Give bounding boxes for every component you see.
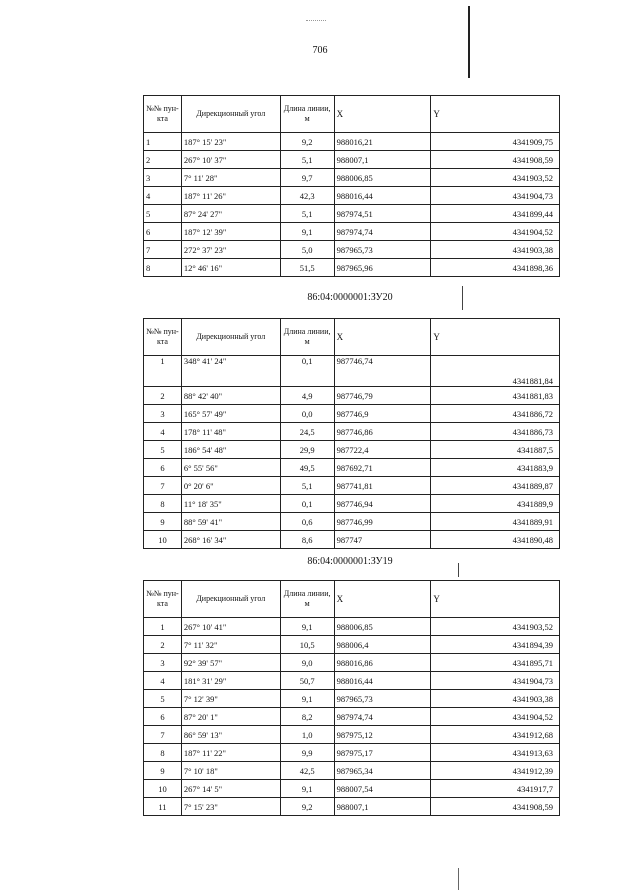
point-number: 5 [144, 690, 182, 708]
point-number: 6 [144, 459, 182, 477]
coord-x: 987746,86 [334, 423, 431, 441]
table-row [144, 654, 560, 672]
coord-y: 4341881,83 [431, 387, 560, 405]
line-length: 8,6 [280, 531, 334, 549]
coord-y: 4341904,73 [431, 672, 560, 690]
point-number: 4 [144, 423, 182, 441]
bearing: 187° 11' 26" [181, 187, 280, 205]
coordinates-table-2 [143, 318, 560, 549]
bearing: 267° 10' 37" [181, 151, 280, 169]
cadastral-number: 86:04:0000001:ЗУ19 [307, 556, 393, 567]
line-length: 9,1 [280, 690, 334, 708]
col-x: X [334, 96, 431, 133]
coord-y: 4341912,39 [431, 762, 560, 780]
table-row [144, 531, 560, 549]
coord-x: 987722,4 [334, 441, 431, 459]
coord-y: 4341895,71 [431, 654, 560, 672]
coord-y: 4341898,36 [431, 259, 560, 277]
point-number: 1 [144, 356, 182, 387]
line-length: 5,1 [280, 205, 334, 223]
table-row [144, 187, 560, 205]
table-row [144, 423, 560, 441]
coord-y: 4341903,52 [431, 618, 560, 636]
table-row [144, 618, 560, 636]
bearing: 267° 14' 5" [181, 780, 280, 798]
point-number: 10 [144, 780, 182, 798]
bearing: 0° 20' 6" [181, 477, 280, 495]
bearing: 7° 15' 23" [181, 798, 280, 816]
coord-x: 987746,9 [334, 405, 431, 423]
point-number: 9 [144, 762, 182, 780]
line-length: 0,6 [280, 513, 334, 531]
line-length: 9,2 [280, 133, 334, 151]
coord-x: 988006,85 [334, 169, 431, 187]
bearing: 267° 10' 41" [181, 618, 280, 636]
coord-y: 4341883,9 [431, 459, 560, 477]
point-number: 5 [144, 205, 182, 223]
coord-x: 987746,94 [334, 495, 431, 513]
point-number: 4 [144, 672, 182, 690]
bearing: 187° 12' 39" [181, 223, 280, 241]
line-length: 5,1 [280, 477, 334, 495]
col-y: Y [431, 581, 560, 618]
col-x: X [334, 319, 431, 356]
coord-x: 987975,12 [334, 726, 431, 744]
table-row [144, 708, 560, 726]
col-y: Y [431, 319, 560, 356]
col-length: Длина линии, м [280, 96, 334, 133]
table-row [144, 223, 560, 241]
coord-y: 4341903,38 [431, 690, 560, 708]
point-number: 5 [144, 441, 182, 459]
table-row [144, 133, 560, 151]
bearing: 7° 11' 28" [181, 169, 280, 187]
coord-x: 987746,79 [334, 387, 431, 405]
coord-y: 4341890,48 [431, 531, 560, 549]
table-row [144, 477, 560, 495]
col-length: Длина линии, м [280, 319, 334, 356]
table-row [144, 387, 560, 405]
coord-x: 987746,99 [334, 513, 431, 531]
margin-line [468, 6, 470, 78]
bearing: 88° 59' 41" [181, 513, 280, 531]
line-length: 0,1 [280, 495, 334, 513]
point-number: 3 [144, 405, 182, 423]
point-number: 11 [144, 798, 182, 816]
bearing: 88° 42' 40" [181, 387, 280, 405]
col-x: X [334, 581, 431, 618]
coord-x: 988007,54 [334, 780, 431, 798]
line-length: 50,7 [280, 672, 334, 690]
table-row [144, 672, 560, 690]
margin-line [458, 868, 459, 890]
coord-y: 4341913,63 [431, 744, 560, 762]
point-number: 7 [144, 241, 182, 259]
line-length: 8,2 [280, 708, 334, 726]
line-length: 0,1 [280, 356, 334, 387]
coord-y: 4341904,52 [431, 223, 560, 241]
bearing: 12° 46' 16" [181, 259, 280, 277]
point-number: 3 [144, 169, 182, 187]
scan-artifact [306, 20, 326, 29]
line-length: 9,0 [280, 654, 334, 672]
point-number: 10 [144, 531, 182, 549]
col-bearing: Дирекционный угол [181, 319, 280, 356]
point-number: 6 [144, 708, 182, 726]
table-row [144, 495, 560, 513]
coord-x: 987974,51 [334, 205, 431, 223]
table-row [144, 690, 560, 708]
col-y: Y [431, 96, 560, 133]
bearing: 181° 31' 29" [181, 672, 280, 690]
coord-y: 4341903,52 [431, 169, 560, 187]
point-number: 7 [144, 477, 182, 495]
col-bearing: Дирекционный угол [181, 96, 280, 133]
coord-x: 988007,1 [334, 151, 431, 169]
coordinates-table-3 [143, 580, 560, 816]
table-row [144, 726, 560, 744]
coord-y: 4341899,44 [431, 205, 560, 223]
bearing: 87° 20' 1" [181, 708, 280, 726]
bearing: 178° 11' 48" [181, 423, 280, 441]
coord-y: 4341912,68 [431, 726, 560, 744]
line-length: 9,1 [280, 780, 334, 798]
line-length: 4,9 [280, 387, 334, 405]
coord-x: 987975,17 [334, 744, 431, 762]
coord-y: 4341886,73 [431, 423, 560, 441]
coord-y: 4341908,59 [431, 798, 560, 816]
bearing: 7° 10' 18" [181, 762, 280, 780]
coord-x: 987965,96 [334, 259, 431, 277]
bearing: 165° 57' 49" [181, 405, 280, 423]
line-length: 24,5 [280, 423, 334, 441]
point-number: 1 [144, 618, 182, 636]
point-number: 8 [144, 744, 182, 762]
coord-x: 988016,21 [334, 133, 431, 151]
bearing: 187° 11' 22" [181, 744, 280, 762]
coord-y: 4341887,5 [431, 441, 560, 459]
coord-y: 4341889,91 [431, 513, 560, 531]
bearing: 92° 39' 57" [181, 654, 280, 672]
point-number: 2 [144, 636, 182, 654]
coord-y: 4341889,87 [431, 477, 560, 495]
coord-x: 987974,74 [334, 708, 431, 726]
line-length: 0,0 [280, 405, 334, 423]
bearing: 272° 37' 23" [181, 241, 280, 259]
coord-x: 987747 [334, 531, 431, 549]
point-number: 3 [144, 654, 182, 672]
point-number: 2 [144, 151, 182, 169]
coord-x: 988006,85 [334, 618, 431, 636]
coord-y: 4341904,73 [431, 187, 560, 205]
coord-x: 988016,44 [334, 672, 431, 690]
line-length: 9,7 [280, 169, 334, 187]
point-number: 7 [144, 726, 182, 744]
line-length: 42,5 [280, 762, 334, 780]
cadastral-number: 86:04:0000001:ЗУ20 [307, 292, 393, 303]
coord-x: 987741,81 [334, 477, 431, 495]
coord-x: 988006,4 [334, 636, 431, 654]
line-length: 9,2 [280, 798, 334, 816]
point-number: 8 [144, 259, 182, 277]
bearing: 7° 11' 32" [181, 636, 280, 654]
line-length: 9,1 [280, 618, 334, 636]
bearing: 7° 12' 39" [181, 690, 280, 708]
point-number: 4 [144, 187, 182, 205]
table-row [144, 513, 560, 531]
coord-y: 4341894,39 [431, 636, 560, 654]
bearing: 86° 59' 13" [181, 726, 280, 744]
coord-x: 988016,44 [334, 187, 431, 205]
coord-x: 988016,86 [334, 654, 431, 672]
bearing: 6° 55' 56" [181, 459, 280, 477]
coord-y: 4341881,84 [431, 356, 560, 387]
page-number: 706 [312, 45, 328, 56]
table-row [144, 762, 560, 780]
bearing: 186° 54' 48" [181, 441, 280, 459]
table-row [144, 780, 560, 798]
table-row [144, 798, 560, 816]
line-length: 1,0 [280, 726, 334, 744]
col-bearing: Дирекционный угол [181, 581, 280, 618]
table-row [144, 241, 560, 259]
table-row [144, 259, 560, 277]
coord-y: 4341904,52 [431, 708, 560, 726]
bearing: 187° 15' 23" [181, 133, 280, 151]
table-row [144, 744, 560, 762]
coord-y: 4341903,38 [431, 241, 560, 259]
col-point-number: №№ пун- кта [144, 581, 182, 618]
col-length: Длина линии, м [280, 581, 334, 618]
bearing: 348° 41' 24" [181, 356, 280, 387]
line-length: 10,5 [280, 636, 334, 654]
coord-x: 987965,73 [334, 690, 431, 708]
table-row [144, 169, 560, 187]
coord-x: 987974,74 [334, 223, 431, 241]
coord-y: 4341908,59 [431, 151, 560, 169]
coord-x: 987965,34 [334, 762, 431, 780]
point-number: 1 [144, 133, 182, 151]
point-number: 2 [144, 387, 182, 405]
point-number: 8 [144, 495, 182, 513]
coordinates-table-1 [143, 95, 560, 277]
coord-y: 4341886,72 [431, 405, 560, 423]
col-point-number: №№ пун- кта [144, 96, 182, 133]
table-row [144, 151, 560, 169]
point-number: 9 [144, 513, 182, 531]
line-length: 9,1 [280, 223, 334, 241]
coord-x: 987965,73 [334, 241, 431, 259]
table-row [144, 405, 560, 423]
line-length: 51,5 [280, 259, 334, 277]
coord-x: 988007,1 [334, 798, 431, 816]
bearing: 87° 24' 27" [181, 205, 280, 223]
coord-y: 4341909,75 [431, 133, 560, 151]
coord-x: 987692,71 [334, 459, 431, 477]
table-row [144, 636, 560, 654]
bearing: 11° 18' 35" [181, 495, 280, 513]
table-row [144, 441, 560, 459]
bearing: 268° 16' 34" [181, 531, 280, 549]
table-row [144, 459, 560, 477]
point-number: 6 [144, 223, 182, 241]
coord-y: 4341917,7 [431, 780, 560, 798]
line-length: 29,9 [280, 441, 334, 459]
line-length: 49,5 [280, 459, 334, 477]
line-length: 5,0 [280, 241, 334, 259]
table-row [144, 205, 560, 223]
table-row [144, 356, 560, 387]
coord-x: 987746,74 [334, 356, 431, 387]
coord-y: 4341889,9 [431, 495, 560, 513]
line-length: 42,3 [280, 187, 334, 205]
line-length: 5,1 [280, 151, 334, 169]
col-point-number: №№ пун- кта [144, 319, 182, 356]
line-length: 9,9 [280, 744, 334, 762]
